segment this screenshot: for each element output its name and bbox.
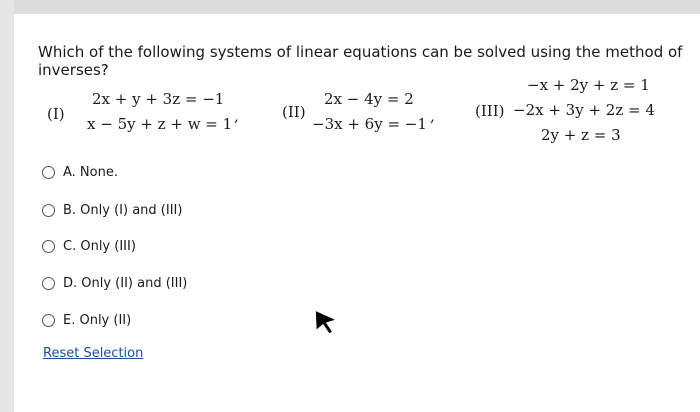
option-b[interactable] [42, 200, 182, 220]
radio-circle-icon[interactable] [42, 204, 55, 217]
system-2-label: (II) [282, 103, 306, 121]
option-d[interactable] [42, 273, 187, 293]
system-3-eq-3: 2y + z = 3 [541, 126, 621, 144]
radio-circle-icon[interactable] [42, 166, 55, 179]
system-2-eq-1: 2x − 4y = 2 [324, 90, 414, 108]
radio-circle-icon[interactable] [42, 277, 55, 290]
option-d-label: D. Only (II) and (III) [63, 275, 188, 291]
option-a-label: A. None. [63, 164, 118, 180]
option-b-label: B. Only (I) and (III) [63, 202, 183, 218]
question-card [14, 14, 700, 412]
mouse-cursor-icon [312, 308, 340, 336]
system-2-separator: , [430, 107, 435, 125]
system-1-separator: , [234, 107, 239, 125]
option-a[interactable] [42, 162, 118, 182]
option-e-label: E. Only (II) [63, 312, 132, 328]
question-text: Which of the following systems of linear equations can be solved using the method of inverses? [38, 43, 683, 79]
system-3-eq-1: −x + 2y + z = 1 [527, 76, 650, 94]
reset-selection-link[interactable]: Reset Selection [43, 346, 144, 361]
option-e[interactable] [42, 310, 131, 330]
system-1-label: (I) [47, 105, 65, 123]
system-3-label: (III) [475, 102, 505, 120]
left-margin [0, 0, 14, 412]
system-2-eq-2: −3x + 6y = −1 [312, 115, 427, 133]
radio-circle-icon[interactable] [42, 240, 55, 253]
option-c-label: C. Only (III) [63, 238, 136, 254]
option-c[interactable] [42, 236, 136, 256]
system-1-eq-1: 2x + y + 3z = −1 [92, 90, 225, 108]
system-3-eq-2: −2x + 3y + 2z = 4 [513, 101, 655, 119]
radio-circle-icon[interactable] [42, 314, 55, 327]
system-1-eq-2: x − 5y + z + w = 1 [87, 115, 233, 133]
